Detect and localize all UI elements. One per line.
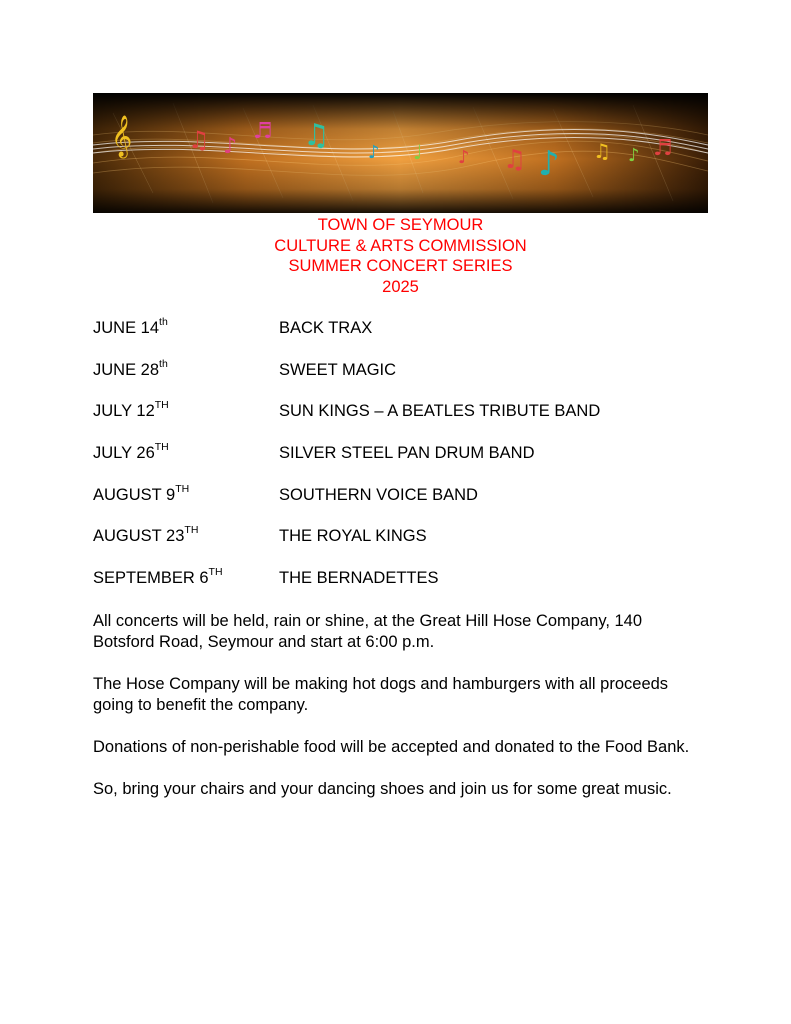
concert-date: AUGUST 9TH: [93, 482, 190, 504]
concert-schedule: [93, 318, 708, 610]
schedule-row: [93, 318, 708, 360]
schedule-row: [93, 401, 708, 443]
concert-date: JUNE 14th: [93, 316, 168, 337]
heading-town: TOWN OF SEYMOUR: [317, 216, 484, 234]
heading-series: SUMMER CONCERT SERIES: [288, 257, 513, 276]
schedule-row: [93, 482, 708, 527]
svg-text:♪: ♪: [458, 147, 470, 168]
svg-text:♫: ♫: [303, 118, 330, 153]
schedule-row: [93, 443, 708, 485]
band-name: BACK TRAX: [279, 319, 373, 337]
svg-text:♫: ♫: [188, 126, 210, 154]
concert-date: JULY 26TH: [93, 441, 169, 463]
schedule-row: [93, 357, 708, 402]
invitation-paragraph: So, bring your chairs and your dancing shoes and join us for some great music.: [93, 780, 672, 798]
svg-text:♫: ♫: [593, 139, 611, 163]
heading-year: 2025: [382, 278, 419, 297]
concert-date: JUNE 28th: [93, 357, 168, 379]
concert-date: SEPTEMBER 6TH: [93, 566, 223, 588]
band-name: THE ROYAL KINGS: [279, 527, 427, 546]
schedule-row: [93, 568, 708, 610]
svg-text:♪: ♪: [223, 134, 238, 159]
food-paragraph: The Hose Company will be making hot dogs and hamburgers with all proceeds going to benefit the company.: [93, 675, 669, 714]
svg-text:♩: ♩: [413, 140, 423, 164]
flyer-page: [93, 93, 708, 798]
band-name: THE BERNADETTES: [279, 569, 439, 588]
svg-text:♪: ♪: [368, 142, 380, 163]
concert-date: JULY 12TH: [93, 399, 169, 421]
venue-paragraph: All concerts will be held, rain or shine, at the Great Hill Hose Company, 140 Botsford Road, Seymour and start at 6:00 p.m.: [93, 612, 643, 651]
svg-text:♬: ♬: [253, 119, 273, 144]
svg-text:♬: ♬: [653, 136, 673, 161]
donations-paragraph: Donations of non-perishable food will be accepted and donated to the Food Bank.: [93, 738, 690, 756]
band-name: SOUTHERN VOICE BAND: [279, 485, 478, 504]
svg-text:♪: ♪: [538, 144, 560, 184]
page-heading: [93, 215, 708, 298]
heading-commission: CULTURE & ARTS COMMISSION: [274, 236, 527, 255]
svg-text:𝄞: 𝄞: [111, 116, 133, 157]
svg-text:♫: ♫: [503, 145, 527, 175]
svg-text:♪: ♪: [628, 145, 640, 166]
band-name: SUN KINGS – A BEATLES TRIBUTE BAND: [279, 402, 601, 421]
event-notes: [93, 611, 708, 821]
concert-date: AUGUST 23TH: [93, 524, 199, 546]
band-name: SILVER STEEL PAN DRUM BAND: [279, 444, 535, 463]
schedule-row: [93, 526, 708, 568]
music-notes-banner-icon: [93, 93, 708, 213]
band-name: SWEET MAGIC: [279, 360, 397, 379]
